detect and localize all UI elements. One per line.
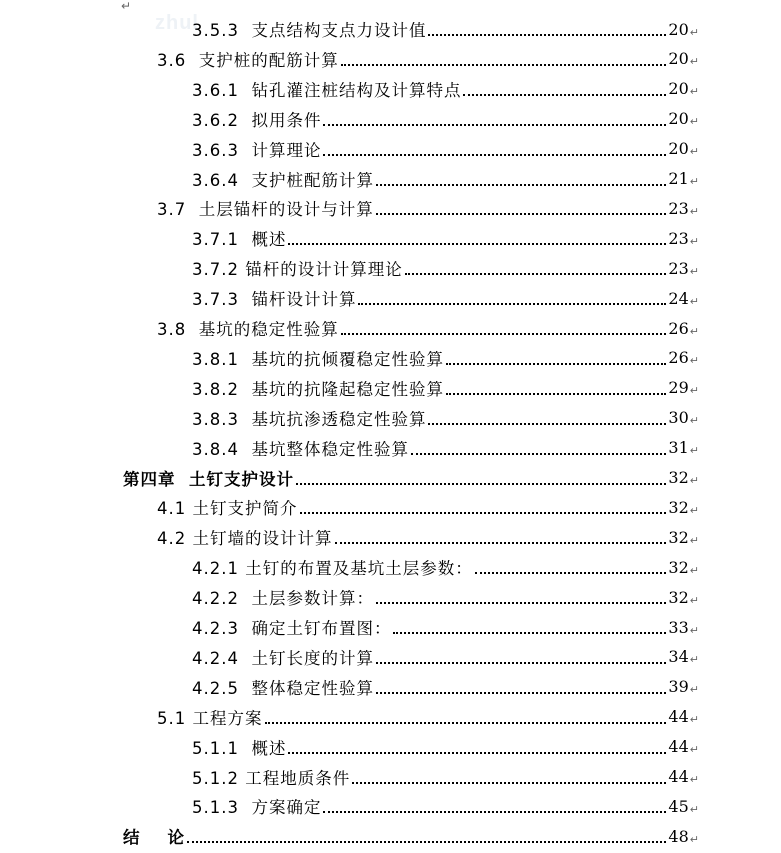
toc-entry-title: 结 论	[123, 828, 185, 848]
line-end-mark: ↵	[689, 414, 699, 428]
toc-page-number: 45	[668, 796, 689, 816]
toc-entry-title: 4.2.4 土钉长度的计算	[192, 648, 374, 668]
dot-leader	[376, 662, 666, 664]
line-end-mark: ↵	[689, 234, 699, 248]
toc-entry[interactable]	[157, 492, 699, 522]
toc-entry[interactable]	[192, 552, 699, 582]
toc-page-number: 33	[668, 617, 689, 637]
toc-entry-title: 3.6.1 钻孔灌注桩结构及计算特点	[192, 80, 462, 100]
toc-page-number: 32	[668, 497, 689, 517]
dot-leader	[296, 483, 666, 485]
toc-entry[interactable]	[192, 283, 699, 313]
dot-leader	[393, 632, 666, 634]
dot-leader	[428, 34, 666, 36]
line-end-mark: ↵	[689, 354, 699, 368]
dot-leader	[446, 363, 666, 365]
toc-page-number: 32	[668, 587, 689, 607]
toc-entry[interactable]	[192, 253, 699, 283]
toc-entry[interactable]	[192, 403, 699, 433]
line-end-mark: ↵	[689, 503, 699, 517]
toc-entry[interactable]	[192, 134, 699, 164]
toc-entry[interactable]	[192, 104, 699, 134]
toc-page-number: 26	[668, 318, 689, 338]
dot-leader	[352, 782, 666, 784]
line-end-mark: ↵	[689, 683, 699, 697]
toc-entry-title: 3.8.3 基坑抗渗透稳定性验算	[192, 409, 427, 429]
toc-entry[interactable]	[157, 313, 699, 343]
dot-leader	[341, 333, 667, 335]
line-end-mark: ↵	[689, 444, 699, 458]
toc-entry-title: 3.8.2 基坑的抗隆起稳定性验算	[192, 379, 444, 399]
toc-page-number: 39	[668, 677, 689, 697]
line-end-mark: ↵	[689, 384, 699, 398]
line-end-mark: ↵	[689, 324, 699, 338]
toc-page-number: 34	[668, 647, 689, 667]
toc-entry-title: 3.8.1 基坑的抗倾覆稳定性验算	[192, 349, 444, 369]
dot-leader	[187, 841, 666, 843]
toc-entry[interactable]	[192, 373, 699, 403]
toc-entry[interactable]	[157, 522, 699, 552]
toc-entry[interactable]	[192, 582, 699, 612]
line-end-mark: ↵	[689, 204, 699, 218]
toc-entry-title: 3.8 基坑的稳定性验算	[157, 320, 339, 339]
dot-leader	[376, 213, 667, 215]
dot-leader	[300, 512, 667, 514]
toc-entry-title: 3.7.3 锚杆设计计算	[192, 290, 357, 310]
toc-entry[interactable]	[157, 44, 699, 74]
dot-leader	[288, 243, 666, 245]
line-end-mark: ↵	[689, 474, 699, 487]
toc-entry-title: 3.6.3 计算理论	[192, 140, 322, 160]
toc-page-number: 32	[668, 468, 689, 487]
toc-entry-title: 4.2 土钉墙的设计计算	[157, 529, 333, 549]
line-end-mark: ↵	[689, 653, 699, 667]
toc-page-number: 20	[668, 139, 689, 159]
dot-leader	[288, 752, 666, 754]
dot-leader	[323, 811, 666, 813]
line-end-mark: ↵	[689, 85, 699, 99]
line-end-mark: ↵	[689, 294, 699, 308]
toc-entry[interactable]	[123, 463, 699, 493]
toc-page-number: 20	[668, 49, 689, 69]
toc-entry[interactable]	[157, 193, 699, 223]
toc-entry[interactable]	[192, 642, 699, 672]
line-end-mark: ↵	[689, 264, 699, 278]
line-end-mark: ↵	[689, 115, 699, 129]
line-end-mark: ↵	[689, 713, 699, 727]
line-end-mark: ↵	[689, 25, 699, 39]
dot-leader	[376, 692, 666, 694]
toc-page-number: 30	[668, 408, 689, 428]
toc-entry-title: 5.1 工程方案	[157, 708, 263, 728]
paragraph-mark: ↵	[121, 0, 132, 13]
toc-page-number: 44	[668, 707, 689, 727]
dot-leader	[376, 602, 666, 604]
toc-entry-title: 3.8.4 基坑整体稳定性验算	[192, 439, 409, 459]
toc-page-number: 44	[668, 767, 689, 786]
toc-page-number: 26	[668, 348, 689, 368]
toc-entry[interactable]	[192, 791, 699, 821]
toc-entry-title: 4.2.1 土钉的布置及基坑土层参数：	[192, 559, 473, 579]
toc-entry-title: 3.6.2 拟用条件	[192, 110, 322, 130]
toc-entry[interactable]	[192, 223, 699, 253]
toc-entry[interactable]	[192, 732, 699, 762]
dot-leader	[463, 94, 666, 96]
toc-entry[interactable]	[157, 702, 699, 732]
dot-leader	[411, 453, 666, 455]
toc-page-number: 48	[668, 826, 689, 846]
dot-leader	[358, 303, 666, 305]
toc-entry[interactable]	[123, 821, 699, 851]
dot-leader	[323, 154, 666, 156]
line-end-mark: ↵	[689, 145, 699, 159]
toc-entry[interactable]	[192, 433, 699, 463]
toc-entry[interactable]	[192, 343, 699, 373]
dot-leader	[475, 572, 667, 574]
dot-leader	[323, 124, 666, 126]
toc-page-number: 24	[668, 288, 689, 308]
toc-entry-title: 3.5.3 支点结构支点力设计值	[192, 21, 427, 40]
toc-entry-title: 3.7.1 概述	[192, 230, 287, 250]
toc-entry-title: 5.1.3 方案确定	[192, 798, 322, 818]
dot-leader	[265, 722, 667, 724]
toc-entry-title: 4.2.3 确定土钉布置图：	[192, 619, 392, 638]
toc-page-number: 31	[668, 438, 689, 458]
toc-page-number: 29	[668, 378, 689, 398]
toc-page-number: 44	[668, 737, 689, 757]
toc-page-number: 32	[668, 527, 689, 547]
line-end-mark: ↵	[689, 533, 699, 547]
toc-entry-title: 4.1 土钉支护简介	[157, 499, 298, 519]
dot-leader	[335, 542, 667, 544]
toc-entry-title: 5.1.2 工程地质条件	[192, 768, 351, 788]
toc-entry[interactable]	[192, 74, 699, 104]
toc-entry-title: 第四章 土钉支护设计	[123, 469, 294, 489]
dot-leader	[405, 273, 667, 275]
line-end-mark: ↵	[689, 743, 699, 757]
line-end-mark: ↵	[689, 802, 699, 816]
line-end-mark: ↵	[689, 55, 699, 69]
toc-page-number: 23	[668, 198, 689, 218]
dot-leader	[341, 64, 667, 66]
toc-entry-title: 4.2.2 土层参数计算：	[192, 589, 374, 609]
toc-page-number: 20	[668, 19, 689, 39]
toc-entry-title: 4.2.5 整体稳定性验算	[192, 678, 374, 698]
toc-entry[interactable]	[192, 672, 699, 702]
dot-leader	[446, 393, 666, 395]
dot-leader	[376, 184, 666, 186]
toc-entry-title: 3.7.2 锚杆的设计计算理论	[192, 260, 403, 280]
line-end-mark: ↵	[689, 773, 699, 786]
toc-entry[interactable]	[192, 164, 699, 194]
toc-entry-title: 3.6 支护桩的配筋计算	[157, 50, 339, 70]
toc-entry[interactable]	[192, 14, 699, 44]
toc-page-number: 20	[668, 79, 689, 99]
toc-entry-title: 3.6.4 支护桩配筋计算	[192, 170, 374, 190]
line-end-mark: ↵	[689, 175, 699, 188]
toc-entry[interactable]	[192, 762, 699, 792]
toc-page-number: 23	[668, 228, 689, 248]
toc-page-number: 21	[668, 169, 689, 188]
watermark-text: zhul	[155, 12, 199, 34]
toc-entry-title: 3.7 土层锚杆的设计与计算	[157, 200, 374, 220]
toc-entry[interactable]	[192, 612, 699, 642]
line-end-mark: ↵	[689, 563, 699, 577]
toc-page-number: 32	[668, 557, 689, 577]
line-end-mark: ↵	[689, 623, 699, 637]
toc-entry-title: 5.1.1 概述	[192, 738, 287, 758]
line-end-mark: ↵	[689, 593, 699, 607]
dot-leader	[428, 423, 666, 425]
toc-page-number: 23	[668, 258, 689, 278]
line-end-mark: ↵	[689, 832, 699, 846]
toc-page-number: 20	[668, 109, 689, 129]
